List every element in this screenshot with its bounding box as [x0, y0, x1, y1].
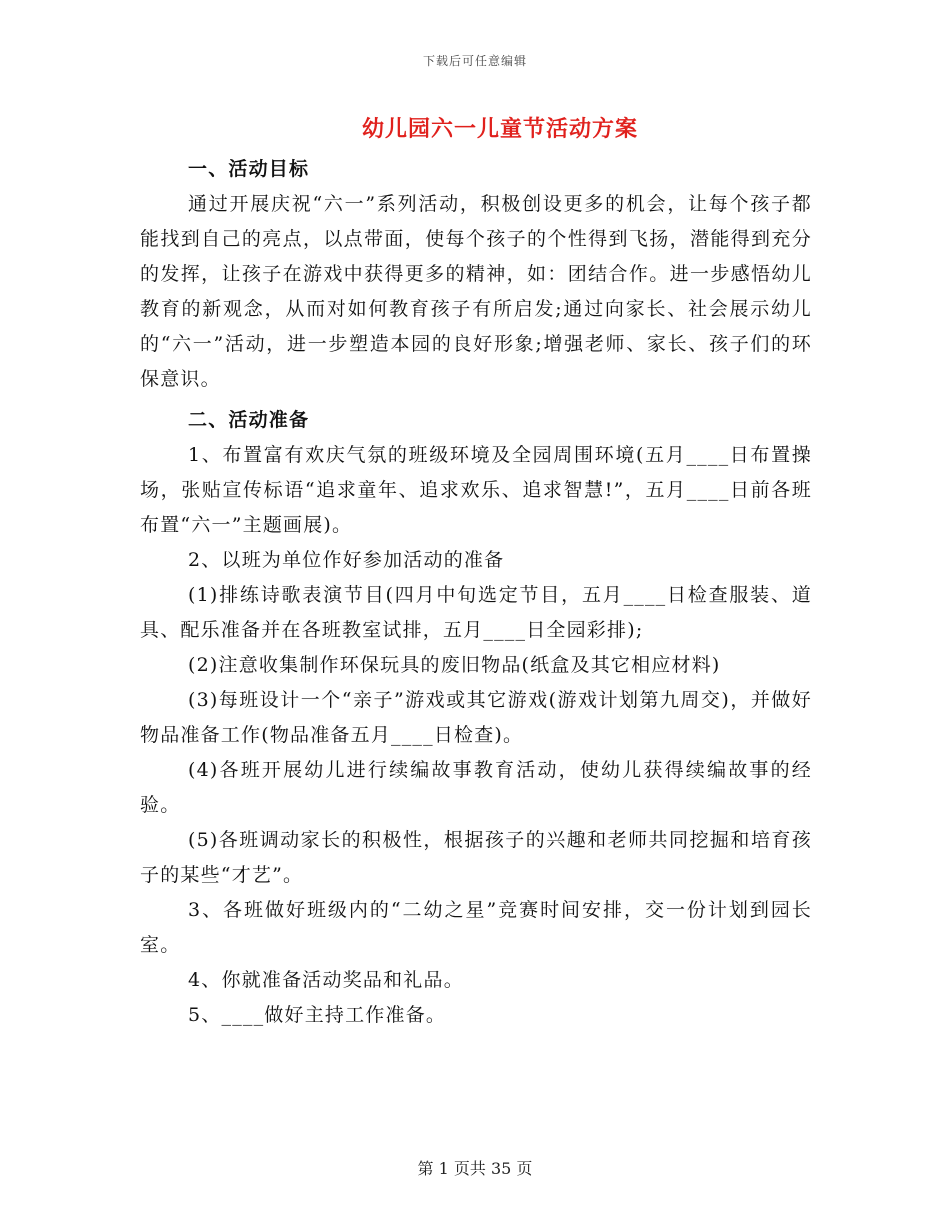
document-title: 幼儿园六一儿童节活动方案 — [361, 116, 638, 142]
section-heading-goals: 一、活动目标 — [188, 158, 310, 180]
prep-subitem-3: (3)每班设计一个“亲子”游戏或其它游戏(游戏计划第九周交)，并做好物品准备工作(物品准备五月____日检查)。 — [140, 689, 812, 746]
prep-item-2: 2、以班为单位作好参加活动的准备 — [188, 549, 505, 571]
document-body — [140, 152, 812, 1033]
prep-subitem-2: (2)注意收集制作环保玩具的废旧物品(纸盒及其它相应材料) — [188, 654, 721, 676]
prep-subitem-5: (5)各班调动家长的积极性，根据孩子的兴趣和老师共同挖掘和培育孩子的某些“才艺”。 — [140, 829, 812, 886]
section-heading-preparation: 二、活动准备 — [188, 409, 310, 431]
page-header: 下载后可任意编辑 — [422, 54, 527, 68]
goals-paragraph: 通过开展庆祝“六一”系列活动，积极创设更多的机会，让每个孩子都能找到自己的亮点，以点带面，使每个孩子的个性得到飞扬，潜能得到充分的发挥，让孩子在游戏中获得更多的精神，如：团结合作。进一步感悟幼儿教育的新观念，从而对如何教育孩子有所启发;通过向家长、社会展示幼儿的“六一”活动，进一步塑造本园的良好形象;增强老师、家长、孩子们的环保意识。 — [140, 193, 812, 390]
prep-item-1: 1、布置富有欢庆气氛的班级环境及全园周围环境(五月____日布置操场，张贴宣传标语“追求童年、追求欢乐、追求智慧!”，五月____日前各班布置“六一”主题画展)。 — [140, 444, 812, 536]
prep-item-4: 4、你就准备活动奖品和礼品。 — [188, 969, 464, 991]
prep-item-5: 5、____做好主持工作准备。 — [188, 1004, 447, 1026]
page-footer: 第 1 页共 35 页 — [417, 1159, 533, 1178]
prep-subitem-4: (4)各班开展幼儿进行续编故事教育活动，使幼儿获得续编故事的经验。 — [140, 759, 812, 816]
prep-subitem-1: (1)排练诗歌表演节目(四月中旬选定节目，五月____日检查服装、道具、配乐准备并在各班教室试排，五月____日全园彩排); — [140, 584, 812, 641]
prep-item-3: 3、各班做好班级内的“二幼之星”竞赛时间安排，交一份计划到园长室。 — [140, 899, 812, 956]
